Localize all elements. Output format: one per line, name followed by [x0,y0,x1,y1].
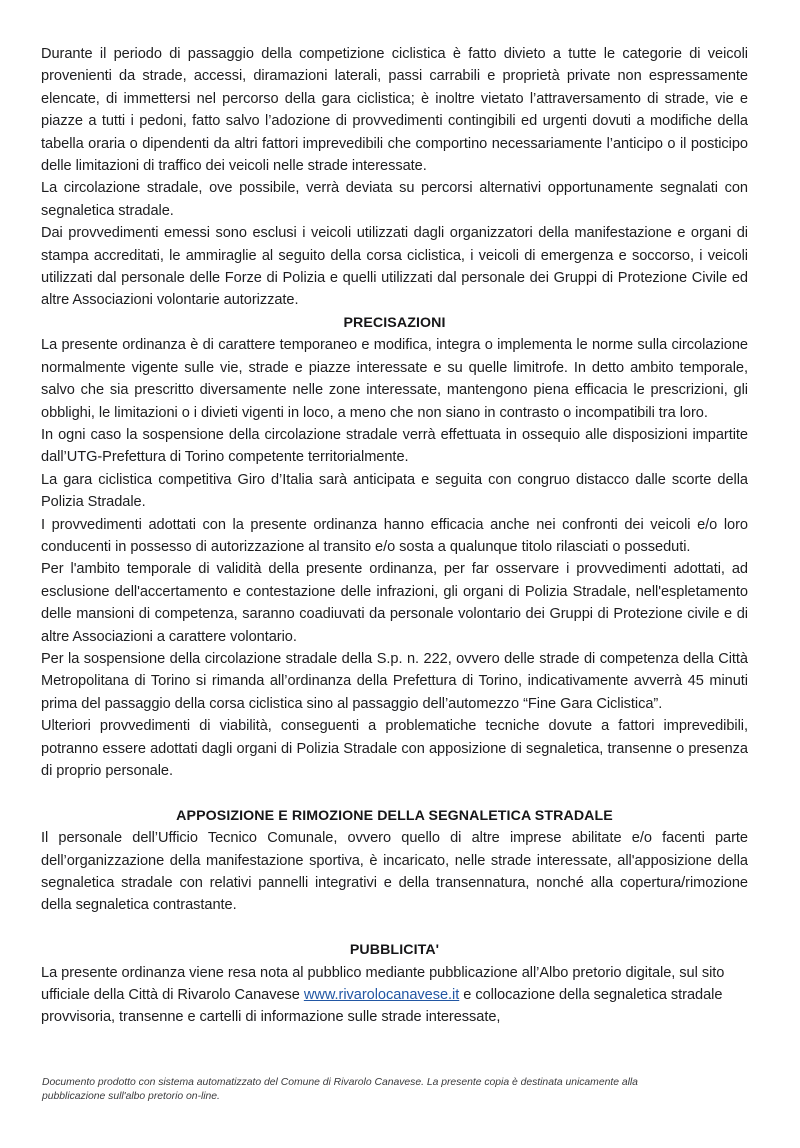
footer-line-1: Documento prodotto con sistema automatizzato del Comune di Rivarolo Canavese. La presente copia è destinata unicamente alla [42,1077,638,1088]
pubblicita-text-before-link: La presente ordinanza viene resa nota al pubblico mediante pubblicazione all’Albo pretorio digitale, sul sito ufficiale della Città di Rivarolo Canavese [41,964,725,1004]
heading-apposizione-rimozione: APPOSIZIONE E RIMOZIONE DELLA SEGNALETICA STRADALE [176,807,613,824]
spacer-before-pubblicita [41,917,748,939]
heading-pubblicita: PUBBLICITA' [349,942,440,959]
paragraph-ulteriori-provvedimenti: Ulteriori provvedimenti di viabilità, conseguenti a problematiche tecniche dovute a fattori imprevedibili, potranno essere adottati dagli organi di Polizia Stradale con apposizione di segnaletica, transenne o presenza di proprio personale. [41,718,748,779]
paragraph-pubblicita [41,962,748,1029]
paragraph-efficacia-autorizzazioni: I provvedimenti adottati con la presente ordinanza hanno efficacia anche nei confronti dei veicoli e/o loro conducenti in possesso di autorizzazione al transito e/o sosta a qualunque titolo rilasciati o posseduti. [41,516,748,555]
footer-line-2: pubblicazione sull'albo pretorio on-line. [42,1091,220,1102]
document-body [41,43,748,1029]
paragraph-sp-222: Per la sospensione della circolazione stradale della S.p. n. 222, ovvero delle strade di competenza della Città Metropolitana di Torino si rimanda all’ordinanza della Prefettura di Torino, indicativamente avverrà 45 minuti prima del passaggio della corsa ciclistica sino al passaggio dell’automezzo “Fine Gara Ciclistica”. [41,650,748,712]
paragraph-carattere-temporaneo: La presente ordinanza è di carattere temporaneo e modifica, integra o implementa le norme sulla circolazione normalmente vigente sulle vie, strade e piazze interessate e su quelle limitrofe. In detto ambito temporale, salvo che sia prescritto diversamente nelle zone interessate, mantengono piena efficacia le prescrizioni, gli obblighi, le limitazioni o i divieti vigenti in loco, a meno che non siano in contrasto o incompatibili tra loro. [41,337,748,421]
paragraph-ufficio-tecnico: Il personale dell’Ufficio Tecnico Comunale, ovvero quello di altre imprese abilitate e/o facenti parte dell’organizzazione della manifestazione sportiva, è incaricato, nelle strade interessate, all'apposizione della segnaletica stradale con relativi pannelli integrativi e della transennatura, nonché alla copertura/rimozione della segnaletica contrastante. [41,830,748,914]
paragraph-ambito-temporale: Per l'ambito temporale di validità della presente ordinanza, per far osservare i provvedimenti adottati, ad esclusione dell'accertamento e contestazione delle infrazioni, gli organi di Polizia Stradale, nell'espletamento delle mansioni di competenza, saranno coadiuvati da personale volontario dei Gruppi di Protezione civile e di altre Associazioni a carattere volontario. [41,561,748,645]
pubblicita-text-after-link: e collocazione della segnaletica stradale provvisoria, transenne e cartelli di informazione sulle strade interessate, [41,987,723,1026]
paragraph-esclusioni: Dai provvedimenti emessi sono esclusi i veicoli utilizzati dagli organizzatori della manifestazione e organi di stampa accreditati, le ammiraglie al seguito della corsa ciclistica, i veicoli di emergenza e soccorso, i veicoli utilizzati dal personale delle Forze di Polizia e quelli utilizzati dal personale dei Gruppi di Protezione Civile ed altre Associazioni volontarie autorizzate. [41,225,748,309]
paragraph-deviazione: La circolazione stradale, ove possibile, verrà deviata su percorsi alternativi opportunamente segnalati con segnaletica stradale. [41,180,748,219]
rivarolocanavese-website-link[interactable]: www.rivarolocanavese.it [303,987,460,1004]
paragraph-divieto-categorie: Durante il periodo di passaggio della competizione ciclistica è fatto divieto a tutte le categorie di veicoli provenienti da strade, accessi, diramazioni laterali, passi carrabili e proprietà private non espressamente elencate, di immettersi nel percorso della gara ciclistica; è inoltre vietato l’attraversamento di strade, vie e piazze a tutti i pedoni, fatto salvo l’adozione di provvedimenti contingibili ed urgenti dovuti a modifiche della tabella oraria o dipendenti da altri fattori imprevedibili che comportino necessariamente l’anticipo o il posticipo delle limitazioni di traffico dei veicoli nelle strade interessate. [41,46,748,175]
spacer-before-apposizione [41,782,748,804]
paragraph-giro-italia: La gara ciclistica competitiva Giro d’Italia sarà anticipata e seguita con congruo distacco dalle scorte della Polizia Stradale. [41,471,748,511]
heading-precisazioni: PRECISAZIONI [343,314,446,331]
paragraph-utg-prefettura: In ogni caso la sospensione della circolazione stradale verrà effettuata in ossequio alle disposizioni impartite dall’UTG-Prefettura di Torino competente territorialmente. [41,426,748,466]
page-footer [42,1076,742,1104]
